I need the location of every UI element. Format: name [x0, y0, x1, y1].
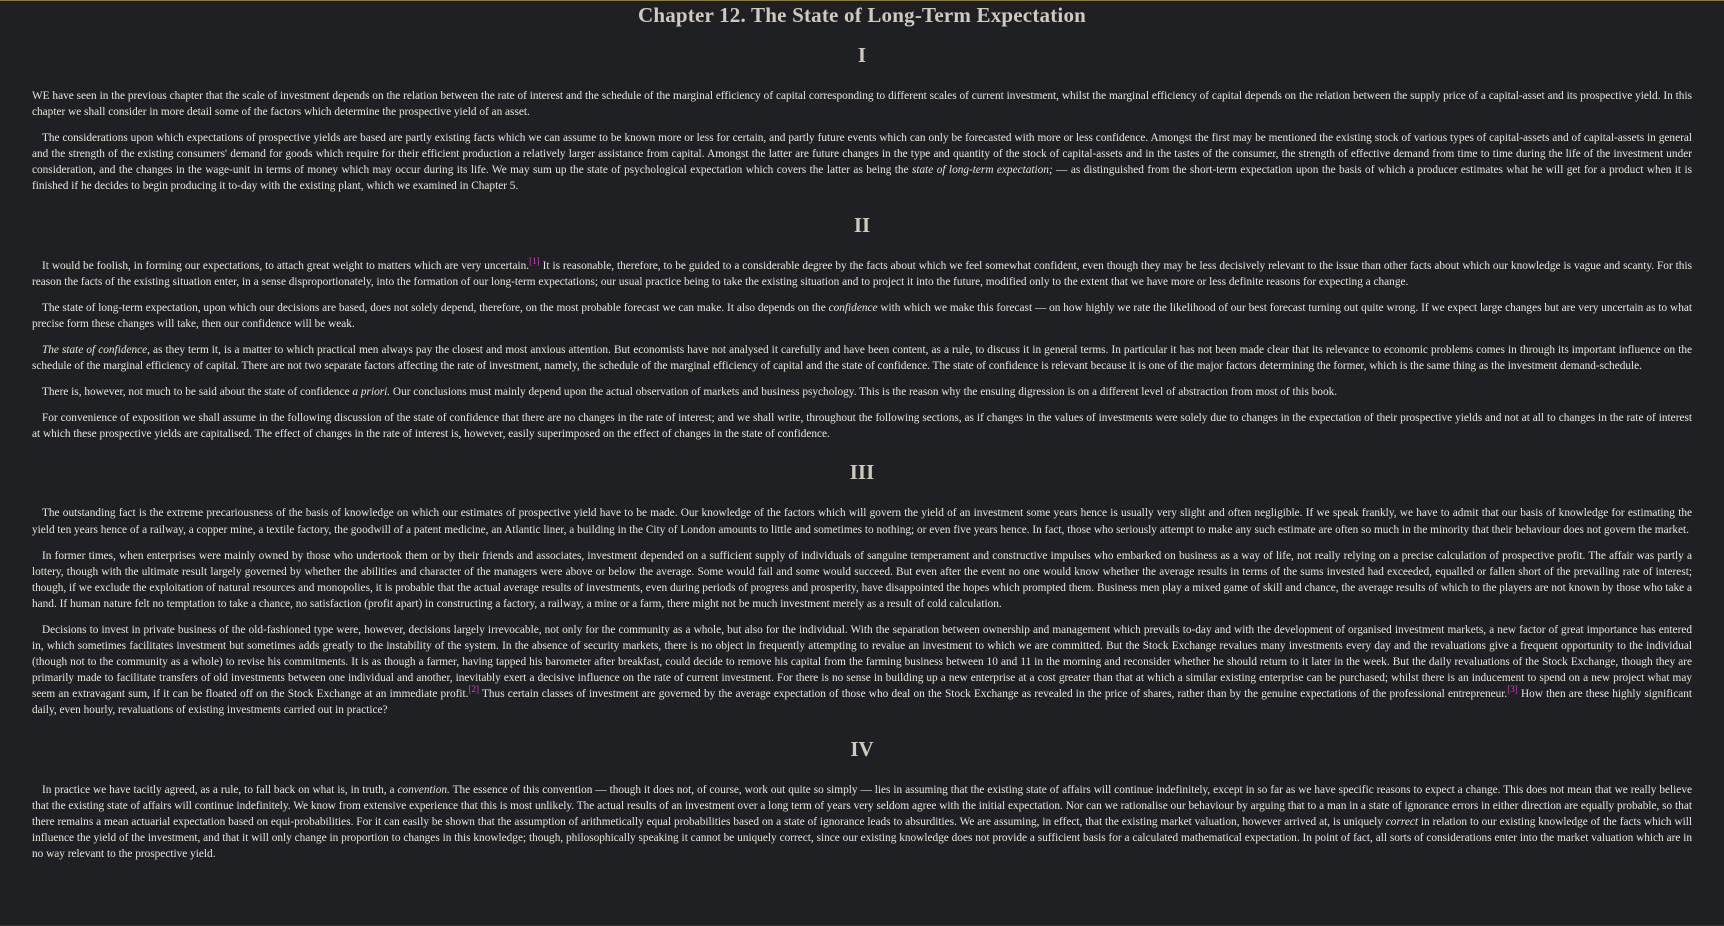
paragraph-text: Decisions to invest in private business of the old-fashioned type were, however, decisions largely irrevocable, not only for the community as a whole, but also for the individual. With the separation between ownership and management which prevails to-day and with the development of organised investment markets, a new factor of great importance has entered in, which sometimes facilitates investment but sometimes adds greatly to the instability of the system. In the absence of security markets, there is no object in frequently attempting to revalue an investment to which we are committed. But the Stock Exchange revalues many investments every day and the revaluations give a frequent opportunity to the individual (though not to the community as a whole) to revise his commitments. It is as though a farmer, having tapped his barometer after breakfast, could decide to remove his capital from the farming business between 10 and 11 in the morning and reconsider whether he should return to it later in the week. But the daily revaluations of the Stock Exchange, though they are primarily made to facilitate transfers of old investments between one individual and another, inevitably exert a decisive influence on the rate of current investment. For there is no sense in building up a new enterprise at a cost greater than that at which a similar existing enterprise can be purchased; whilst there is an inducement to spend on a new project what may seem an extravagant sum, if it can be floated off on the Stock Exchange at an immediate profit.: [32, 623, 1692, 701]
paragraph-text: It would be foolish, in forming our expectations, to attach great weight to matters which are very uncertain.: [42, 259, 530, 272]
paragraph-text: The essence of this convention — though it does not, of course, work out quite so simply — lies in assuming that the existing state of affairs will continue indefinitely, except in so far as we have specific reasons to expect a change. This does not mean that we really believe that the existing state of affairs will continue indefinitely. We know from extensive experience that this is most unlikely. The actual results of an investment over a long term of years very seldom agree with the initial expectation. Nor can we rationalise our behaviour by arguing that to a man in a state of ignorance errors in either direction are equally probable, so that there remains a mean actuarial expectation based on equi-probabilities. For it can easily be shown that the assumption of arithmetically equal probabilities based on a state of ignorance leads to absurdities. We are assuming, in effect, that the existing market valuation, however arrived at, is uniquely: [32, 783, 1692, 828]
paragraph: [32, 505, 1692, 537]
emphasis: confidence: [828, 301, 878, 314]
paragraph-text: Thus certain classes of investment are governed by the average expectation of those who deal on the Stock Exchange as revealed in the price of shares, rather than by the genuine expectations of the professional entrepreneur.: [478, 688, 1508, 701]
paragraph-text: It is reasonable, therefore, to be guided to a considerable degree by the facts about which we feel somewhat confident, even though they may be less decisively relevant to the issue than other facts about which our knowledge is vague and scanty. For this reason the facts of the existing situation enter, in a sense disproportionately, into the formation of our long-term expectations; our usual practice being to take the existing situation and to project it into the future, modified only to the extent that we have more or less definite reasons for expecting a change.: [32, 259, 1692, 288]
paragraph-text: The outstanding fact is the extreme precariousness of the basis of knowledge on which our estimates of prospective yield have to be made. Our knowledge of the factors which will govern the yield of an investment some years hence is usually very slight and often negligible. If we speak frankly, we have to admit that our basis of knowledge for estimating the yield ten years hence of a railway, a copper mine, a textile factory, the goodwill of a patent medicine, an Atlantic liner, a building in the City of London amounts to little and sometimes to nothing; or even five years hence. In fact, those who seriously attempt to make any such estimate are often so much in the minority that their behaviour does not govern the market.: [32, 507, 1692, 536]
section-heading-4: IV: [850, 736, 874, 761]
section-heading-2: II: [853, 212, 871, 237]
paragraph: [32, 342, 1692, 374]
section-heading-3: III: [849, 460, 875, 485]
paragraph: [32, 255, 1692, 290]
paragraph: [32, 300, 1692, 332]
top-border: [0, 0, 1724, 1]
paragraph-text: In practice we have tacitly agreed, as a rule, to fall back on what is, in truth, a: [42, 783, 398, 796]
emphasis: a priori.: [352, 386, 391, 399]
paragraph: [32, 384, 1692, 400]
emphasis: state of long-term expectation;: [911, 164, 1053, 177]
emphasis: The state of confidence,: [42, 343, 150, 356]
paragraph-text: with which we make this forecast — on how highly we rate the likelihood of our best forecast turning out quite wrong. If we expect large changes but are very uncertain as to what precise form these changes will take, then our confidence will be weak.: [32, 301, 1692, 330]
paragraph-text: The considerations upon which expectations of prospective yields are based are partly existing facts which we can assume to be known more or less for certain, and partly future events which can only be forecasted with more or less confidence. Amongst the first may be mentioned the existing stock of various types of capital-assets and of capital-assets in general and the strength of the existing consumers' demand for goods which require for their efficient production a relatively larger assistance from capital. Amongst the latter are future changes in the type and quantity of the stock of capital-assets and in the tastes of the consumer, the strength of effective demand from time to time during the life of the investment under consideration, and the changes in the wage-unit in terms of money which may occur during its life. We may sum up the state of psychological expectation which covers the latter as being the: [32, 132, 1692, 177]
paragraph-text: The state of long-term expectation, upon which our decisions are based, does not solely depend, therefore, on the most probable forecast we can make. It also depends on the: [42, 301, 829, 314]
paragraph-text: WE have seen in the previous chapter that the scale of investment depends on the relation between the rate of interest and the schedule of the marginal efficiency of capital corresponding to different scales of current investment, whilst the marginal efficiency of capital depends on the relation between the supply price of a capital-asset and its prospective yield. In this chapter we shall consider in more detail some of the factors which determine the prospective yield of an asset.: [32, 90, 1692, 119]
paragraph-text: In former times, when enterprises were mainly owned by those who undertook them or by their friends and associates, investment depended on a sufficient supply of individuals of sanguine temperament and constructive impulses who embarked on business as a way of life, not really relying on a precise calculation of prospective profit. The affair was partly a lottery, though with the ultimate result largely governed by whether the abilities and character of the managers were above or below the average. Some would fail and some would succeed. But even after the event no one would know whether the average results in terms of the sums invested had exceeded, equalled or fallen short of the prevailing rate of interest; though, if we exclude the exploitation of natural resources and monopolies, it is probable that the actual average results of investments, even during periods of progress and prosperity, have disappointed the hopes which prompted them. Business men play a mixed game of skill and chance, the average results of which to the players are not known by those who take a hand. If human nature felt no temptation to take a chance, no satisfaction (profit apart) in constructing a factory, a railway, a mine or a farm, there might not be much investment merely as a result of cold calculation.: [32, 549, 1692, 610]
footnote-link-3[interactable]: [3]: [1507, 684, 1518, 695]
chapter-title: Chapter 12. The State of Long-Term Expectation: [637, 3, 1087, 27]
paragraph-text: There is, however, not much to be said about the state of confidence: [42, 386, 353, 399]
paragraph: [32, 548, 1692, 612]
footnote-link-2[interactable]: [2]: [468, 684, 479, 695]
paragraph-text: For convenience of exposition we shall assume in the following discussion of the state of confidence that there are no changes in the rate of interest; and we shall write, throughout the following sections, as if changes in the values of investments were solely due to changes in the expectation of their prospective yields and not at all to changes in the rate of interest at which these prospective yields are capitalised. The effect of changes in the rate of interest is, however, easily superimposed on the effect of changes in the state of confidence.: [32, 412, 1692, 441]
paragraph: [32, 130, 1692, 194]
footnote-link-1[interactable]: [1]: [529, 255, 540, 266]
paragraph-text: How then are these highly significant daily, even hourly, revaluations of existing investments carried out in practice?: [32, 688, 1693, 717]
paragraph: [32, 410, 1692, 442]
emphasis: correct: [1385, 815, 1418, 828]
paragraph: [32, 622, 1692, 719]
section-heading-1: I: [857, 43, 867, 67]
paragraph-text: — as distinguished from the short-term expectation upon the basis of which a producer estimates what he will get for a product when it is finished if he decides to begin producing it to-day with the existing plant, which we examined in Chapter 5.: [32, 164, 1692, 193]
paragraph-text: in relation to our existing knowledge of the facts which will influence the yield of the investment, and that it will only change in proportion to changes in this knowledge; though, philosophically speaking it cannot be uniquely correct, since our existing knowledge does not provide a sufficient basis for a calculated mathematical expectation. In point of fact, all sorts of considerations enter into the market valuation which are in no way relevant to the prospective yield.: [32, 815, 1692, 860]
paragraph: [32, 782, 1692, 862]
paragraph: [32, 88, 1692, 120]
emphasis: convention.: [397, 783, 450, 796]
paragraph-text: as they term it, is a matter to which practical men always pay the closest and most anxious attention. But economists have not analysed it carefully and have been content, as a rule, to discuss it in general terms. In particular it has not been made clear that its relevance to economic problems comes in through its important influence on the schedule of the marginal efficiency of capital. There are not two separate factors affecting the rate of investment, namely, the schedule of the marginal efficiency of capital and the state of confidence. The state of confidence is relevant because it is one of the major factors determining the former, which is the same thing as the investment demand-schedule.: [32, 343, 1692, 373]
paragraph-text: Our conclusions must mainly depend upon the actual observation of markets and business psychology. This is the reason why the ensuing digression is on a different level of abstraction from most of this book.: [390, 386, 1338, 399]
